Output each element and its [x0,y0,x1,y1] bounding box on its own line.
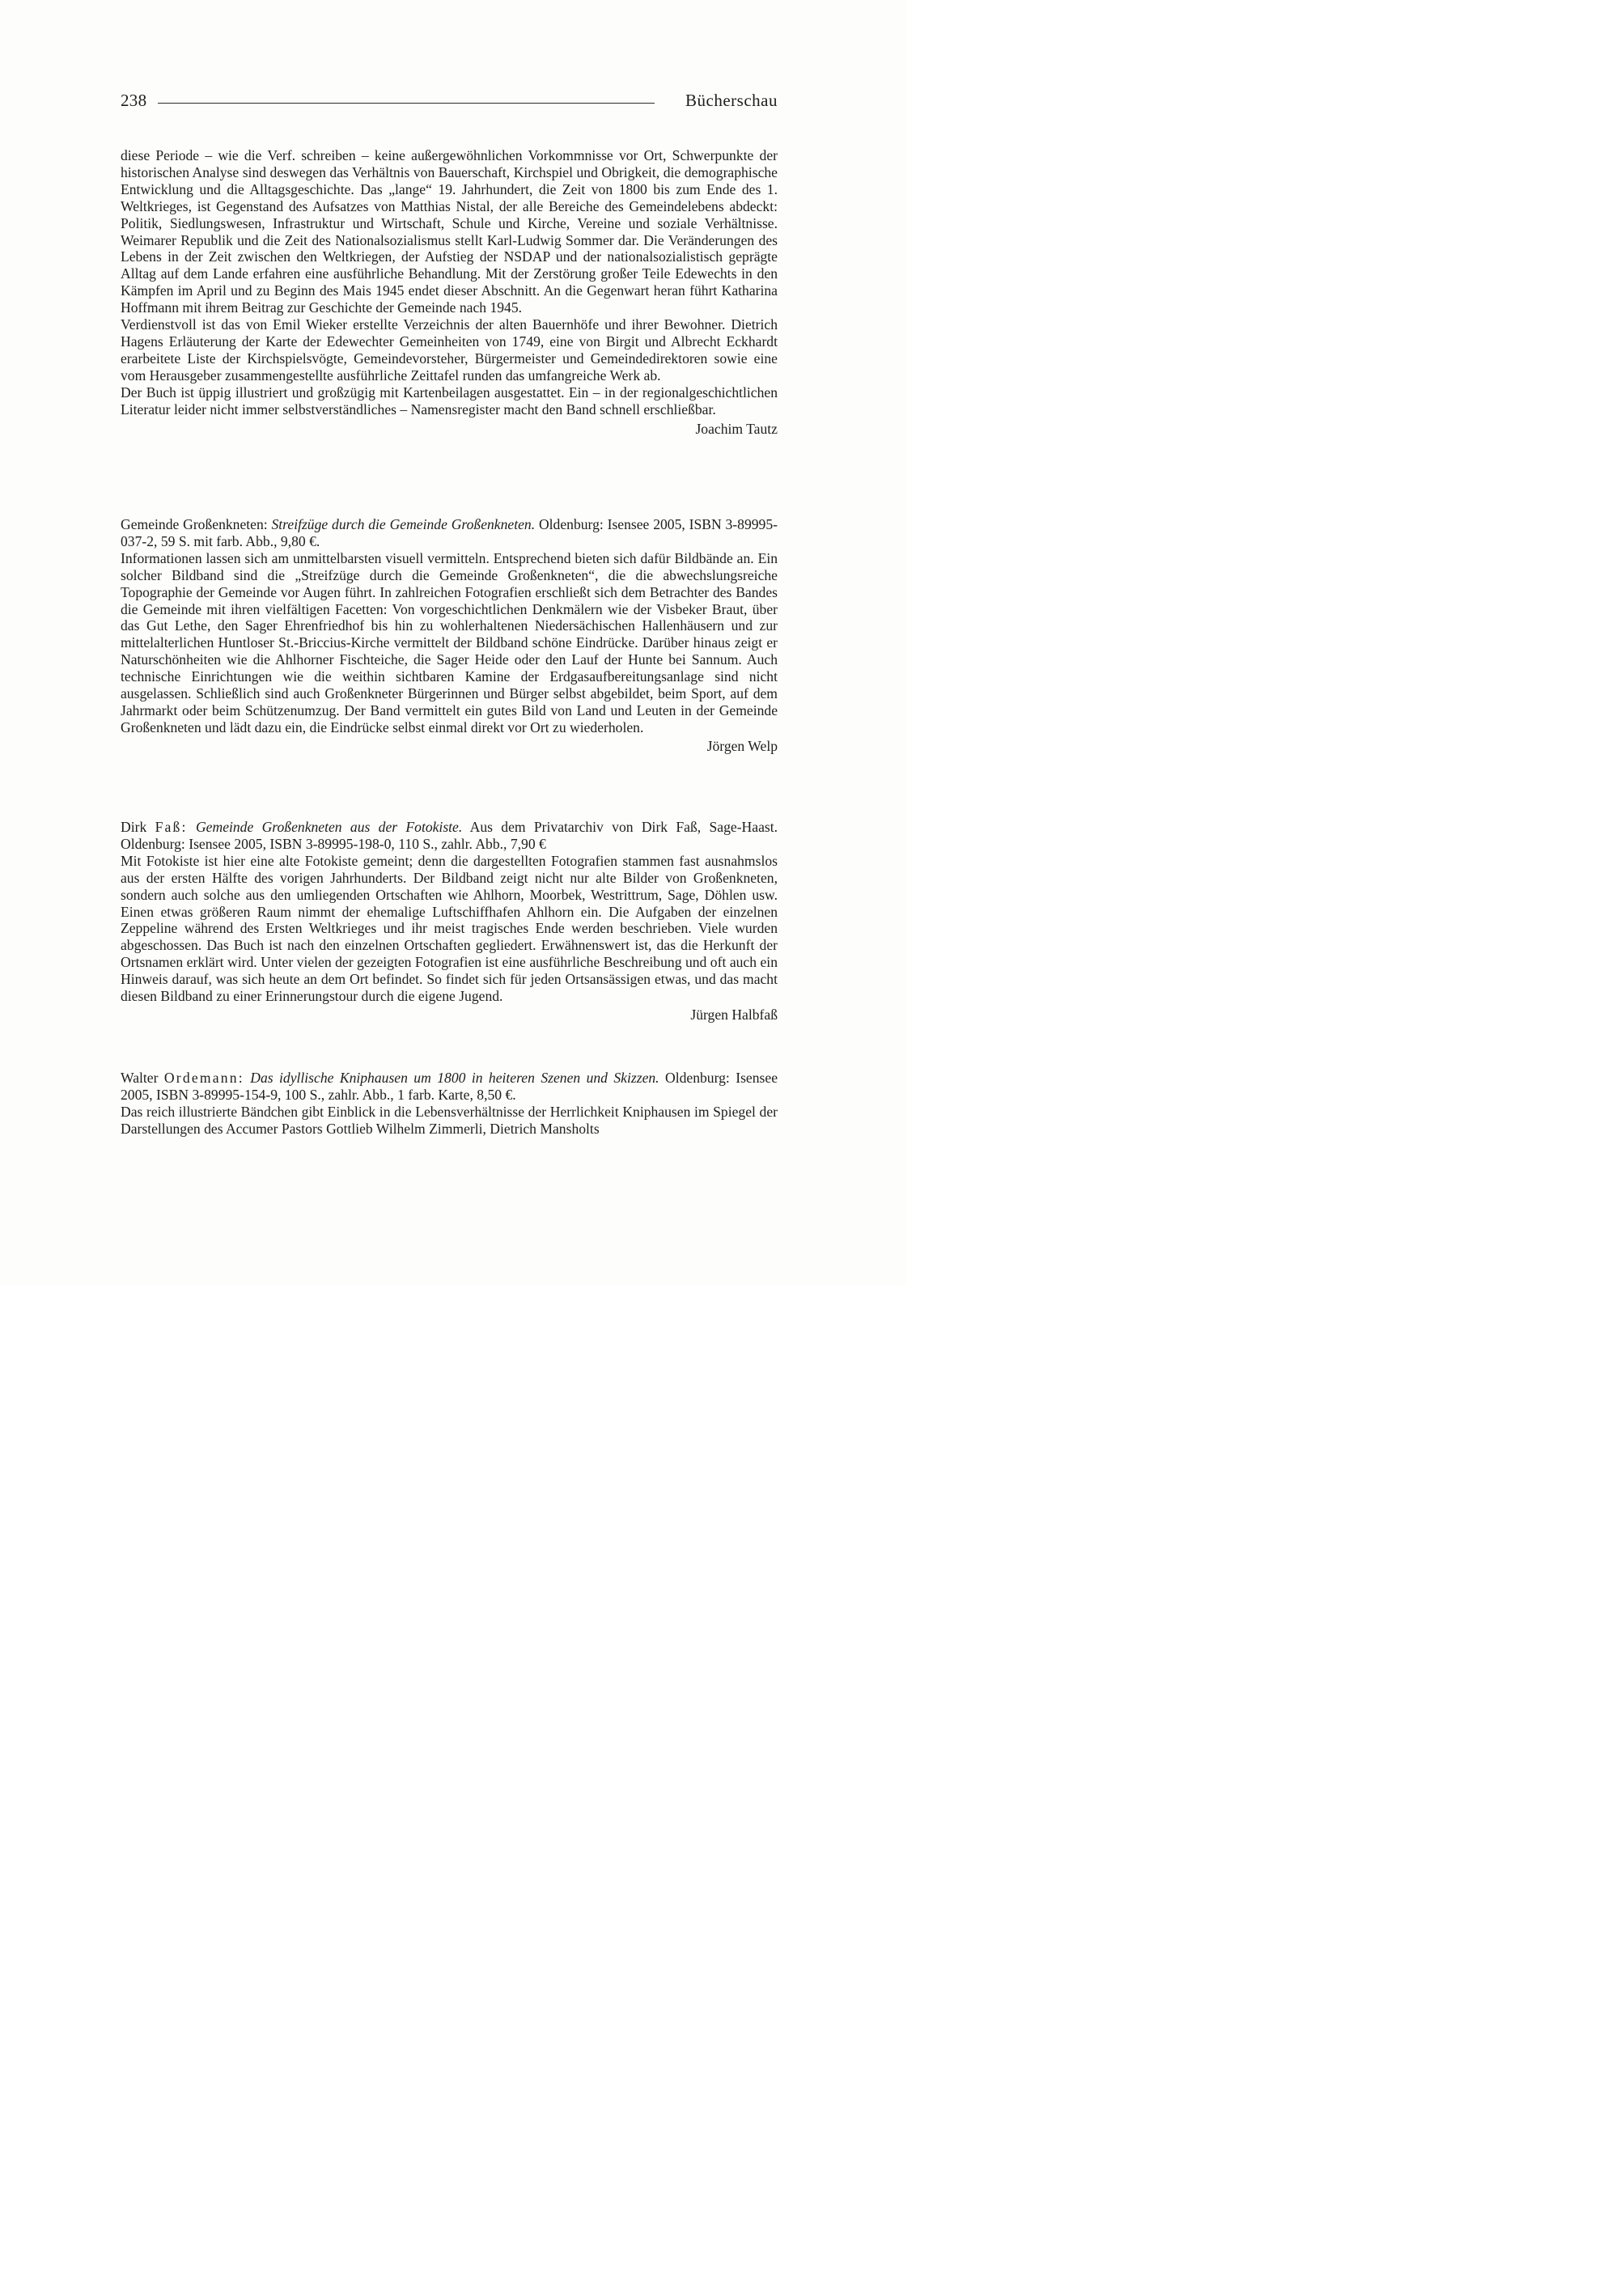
book-details: Oldenburg: Isensee 2005, ISBN 3-89995-154-9, 100 S., zahlr. Abb., 1 farb. Karte, 8,50 €. [121,1070,778,1103]
book-author-last: Ordemann: [163,1070,244,1086]
reviewer-signature: Jörgen Welp [706,737,778,754]
book-author-last: Faß: [155,819,188,835]
reviewer-signature: Joachim Tautz [695,420,778,437]
review-kniphausen [121,1070,778,1138]
book-title: Das idyllische Kniphausen um 1800 in heiteren Szenen und Skizzen. [250,1070,659,1086]
header-rule [158,103,655,104]
running-header [121,91,778,113]
running-title: Bücherschau [685,91,778,110]
review-paragraph: Der Buch ist üppig illustriert und großzügig mit Kartenbeilagen ausgestattet. Ein – in der regionalgeschichtlichen Literatur leider nicht immer selbstverständliches – Namensregister macht den Band schnell erschließbar. [121,384,778,417]
bibliographic-entry [121,1070,778,1104]
review-grossenkneten-streifzuege [121,516,778,755]
book-author-first: Dirk [121,819,147,835]
book-details: Oldenburg: Isensee 2005, ISBN 3-89995-037-2, 59 S. mit farb. Abb., 9,80 €. [121,516,778,549]
book-page [0,0,906,1285]
book-details: Aus dem Privatarchiv von Dirk Faß, Sage-Haast. Oldenburg: Isensee 2005, ISBN 3-89995-198-0, 110 S., zahlr. Abb., 7,90 € [121,819,778,852]
book-author-first: Walter [121,1070,159,1086]
page-number: 238 [121,91,147,110]
bibliographic-entry [121,819,778,853]
bibliographic-entry [121,516,778,550]
review-paragraph: Verdienstvoll ist das von Emil Wieker erstellte Verzeichnis der alten Bauernhöfe und ihrer Bewohner. Dietrich Hagens Erläuterung der Karte der Edewechter Gemeinheiten von 1749, eine von Birgit und Albrecht Eckhardt erarbeitete Liste der Kirchspielsvögte, Gemeindevorsteher, Bürgermeister und Gemeindedirektoren sowie eine vom Herausgeber zusammengestellte ausführliche Zeittafel runden das umfangreiche Werk ab. [121,316,778,384]
review-continued [121,147,778,437]
reviewer-signature: Jürgen Halbfaß [690,1006,778,1023]
review-paragraph: diese Periode – wie die Verf. schreiben – keine außergewöhnlichen Vorkommnisse vor Ort, Schwerpunkte der historischen Analyse sind deswegen das Verhältnis von Bauerschaft, Kirchspiel und Obrigkeit, die demographische Entwicklung und die Alltagsgeschichte. Das „lange“ 19. Jahrhundert, die Zeit von 1800 bis zum Ende des 1. Weltkrieges, ist Gegenstand des Aufsatzes von Matthias Nistal, der alle Bereiche des Gemeindelebens abdeckt: Politik, Siedlungswesen, Infrastruktur und Wirtschaft, Schule und Kirche, Vereine und soziale Verhältnisse. Weimarer Republik und die Zeit des Nationalsozialismus stellt Karl-Ludwig Sommer dar. Die Veränderungen des Lebens in der Zeit zwischen den Weltkriegen, der Aufstieg der NSDAP und der nationalsozialistisch geprägte Alltag auf dem Lande erfahren eine ausführliche Behandlung. Mit der Zerstörung großer Teile Edewechts in den Kämpfen im April und zu Beginn des Mais 1945 endet dieser Abschnitt. An die Gegenwart heran führt Katharina Hoffmann mit ihrem Beitrag zur Geschichte der Gemeinde nach 1945. [121,147,778,316]
book-title: Gemeinde Großenkneten aus der Fotokiste. [195,819,463,835]
book-author: Gemeinde Großenkneten: [121,516,268,532]
book-title: Streifzüge durch die Gemeinde Großenkneten. [271,516,536,532]
review-fotokiste [121,819,778,1024]
review-body: Mit Fotokiste ist hier eine alte Fotokiste gemeint; denn die dargestellten Fotografien stammen fast ausnahmslos aus der ersten Hälfte des vorigen Jahrhunderts. Der Bildband zeigt nicht nur alte Bilder von Großenkneten, sondern auch solche aus den umliegenden Ortschaften wie Ahlhorn, Moorbek, Westrittrum, Sage, Döhlen usw. Einen etwas größeren Raum nimmt der ehemalige Luftschiffhafen Ahlhorn ein. Die Aufgaben der einzelnen Zeppeline während des Ersten Weltkrieges und ihr meist tragisches Ende werden beschrieben. Viele wurden abgeschossen. Das Buch ist nach den einzelnen Ortschaften gegliedert. Erwähnenswert ist, das die Herkunft der Ortsnamen erklärt wird. Unter vielen der gezeigten Fotografien ist eine ausführliche Beschreibung und oft auch ein Hinweis darauf, was sich heute an dem Ort befindet. So findet sich für jeden Ortsansässigen etwas, und das macht diesen Bildband zu einer Erinnerungstour durch die eigene Jugend. [121,852,778,1005]
review-body: Das reich illustrierte Bändchen gibt Einblick in die Lebensverhältnisse der Herrlichkeit Kniphausen im Spiegel der Darstellungen des Accumer Pastors Gottlieb Wilhelm Zimmerli, Dietrich Mansholts [121,1103,778,1137]
review-body: Informationen lassen sich am unmittelbarsten visuell vermitteln. Entsprechend bieten sich dafür Bildbände an. Ein solcher Bildband sind die „Streifzüge durch die Gemeinde Großenkneten“, die die abwechslungsreiche Topographie der Gemeinde vor Augen führt. In zahlreichen Fotografien erschließt sich dem Betrachter des Bandes die Gemeinde mit ihren vielfältigen Facetten: Von vorgeschichtlichen Denkmälern wie der Visbeker Braut, über das Gut Lethe, den Sager Ehrenfriedhof bis hin zu wohlerhaltenen Niedersächischen Hallenhäusern und zur mittelalterlichen Huntloser St.-Briccius-Kirche vermittelt der Bildband schöne Eindrücke. Darüber hinaus zeigt er Naturschönheiten wie die Ahlhorner Fischteiche, die Sager Heide oder den Lauf der Hunte bei Sannum. Auch technische Einrichtungen wie die weithin sichtbaren Kamine der Erdgasaufbereitungsanlage sind nicht ausgelassen. Schließlich sind auch Großenkneter Bürgerinnen und Bürger selbst abgebildet, beim Sport, auf dem Jahrmarkt oder beim Schützenumzug. Der Band vermittelt ein gutes Bild von Land und Leuten in der Gemeinde Großenkneten und lädt dazu ein, die Eindrücke selbst einmal direkt vor Ort zu wiederholen. [121,549,778,735]
